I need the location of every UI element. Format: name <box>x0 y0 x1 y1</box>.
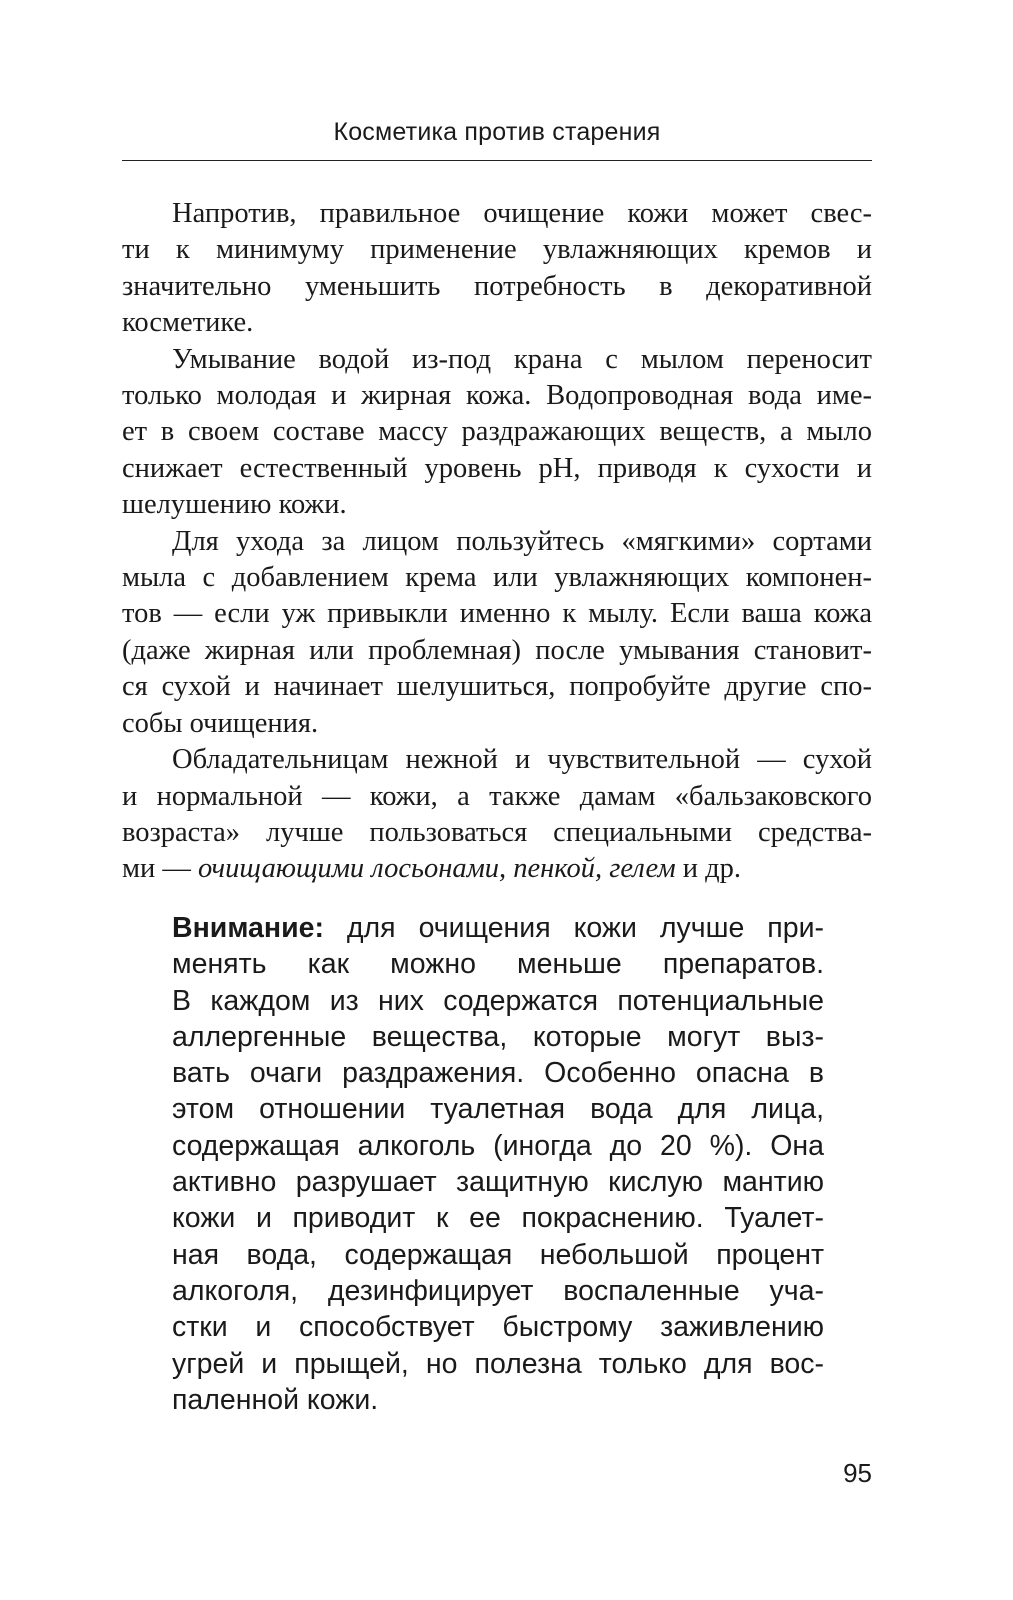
paragraph-1 <box>122 196 872 342</box>
note-line: алкоголя, дезинфицирует воспаленные уча- <box>172 1274 824 1307</box>
text-line: Умывание водой из-под крана с мылом переносит <box>172 343 872 375</box>
note-line: активно разрушает защитную кислую мантию <box>172 1166 824 1199</box>
text-line: возраста» лучше пользоваться специальными средства- <box>122 816 872 848</box>
text-line: ет в своем составе массу раздражающих веществ, а мыло <box>122 416 872 448</box>
text-line: ся сухой и начинает шелушиться, попробуйте другие спо- <box>122 671 872 703</box>
body-text <box>122 196 872 888</box>
text-line: собы очищения. <box>122 707 319 739</box>
page-number: 95 <box>843 1458 872 1488</box>
text-line: Обладательницам нежной и чувствительной — сухой <box>172 744 872 776</box>
note-line: угрей и прыщей, но полезна только для вос- <box>172 1347 824 1380</box>
text-line: Напротив, правильное очищение кожи может свес- <box>172 198 872 229</box>
text-line: тов — если уж привыкли именно к мылу. Если ваша кожа <box>122 598 872 630</box>
paragraph-4 <box>122 742 872 888</box>
text-line: только молодая и жирная кожа. Водопроводная вода име- <box>122 380 872 412</box>
note-line: В каждом из них содержатся потенциальные <box>172 984 824 1017</box>
text-line: мыла с добавлением крема или увлажняющих компонен- <box>122 562 872 594</box>
note-text: для очищения кожи лучше при- <box>323 912 824 944</box>
note-line: менять как можно меньше препаратов. <box>172 948 824 981</box>
text-line: (даже жирная или проблемная) после умывания становит- <box>122 634 872 666</box>
paragraph-2 <box>122 342 872 524</box>
italic-term: очищающими лосьонами, пенкой, гелем <box>198 853 676 885</box>
note-line: вать очаги раздражения. Особенно опасна в <box>172 1057 824 1090</box>
note-lead: Внимание: <box>172 912 324 944</box>
note-line: стки и способствует быстрому заживлению <box>172 1311 824 1344</box>
note-line: ная вода, содержащая небольшой процент <box>172 1238 824 1271</box>
text-line: косметике. <box>122 307 254 339</box>
note-line: этом отношении туалетная вода для лица, <box>172 1093 824 1126</box>
text-line: Для ухода за лицом пользуйтесь «мягкими» сортами <box>172 525 872 557</box>
text-line: снижает естественный уровень рН, приводя к сухости и <box>122 452 872 484</box>
note-line: аллергенные вещества, которые могут выз- <box>172 1020 824 1053</box>
note-line: паленной кожи. <box>172 1383 379 1416</box>
note-line: содержащая алкоголь (иногда до 20 %). Она <box>172 1129 824 1162</box>
text-line: и нормальной — кожи, а также дамам «бальзаковского <box>122 780 872 812</box>
header-rule <box>122 160 872 161</box>
attention-note <box>172 910 824 1418</box>
note-line <box>172 910 824 946</box>
text-line: шелушению кожи. <box>122 489 347 521</box>
note-line: кожи и приводит к ее покраснению. Туалет- <box>172 1202 824 1235</box>
running-header: Косметика против старения <box>333 118 661 146</box>
text-line <box>122 851 872 887</box>
text-line: значительно уменьшить потребность в декоративной <box>122 270 872 302</box>
paragraph-3 <box>122 524 872 742</box>
text-fragment: ми — <box>122 853 199 885</box>
text-fragment: и др. <box>675 853 742 885</box>
text-line: ти к минимуму применение увлажняющих кремов и <box>122 234 872 266</box>
